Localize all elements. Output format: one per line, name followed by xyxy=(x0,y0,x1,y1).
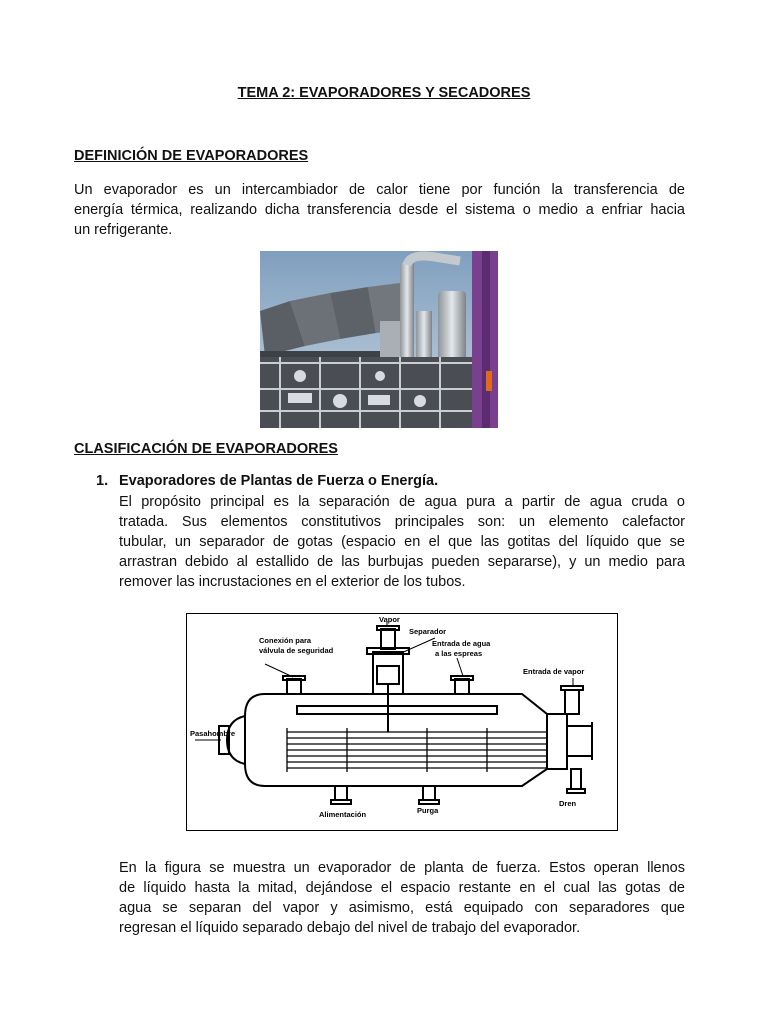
paragraph-line: El propósito principal es la separación de agua pura a partir de agua cruda o xyxy=(119,494,685,510)
paragraph-line: En la figura se muestra un evaporador de planta de fuerza. Estos operan llenos xyxy=(119,860,685,876)
label-espreas: a las espreas xyxy=(435,649,483,658)
paragraph-line: energía térmica, realizando dicha transferencia desde el sistema o medio a enfriar hacia xyxy=(74,202,685,218)
label-alimentacion: Alimentación xyxy=(319,810,367,819)
label-purga: Purga xyxy=(417,806,439,815)
list-item-heading xyxy=(96,473,438,489)
paragraph-line: arrastran debido al estallido de las burbujas pueden separarse), y un medio para xyxy=(119,554,685,570)
paragraph-line: de líquido hasta la mitad, dejándose el espacio restante en el cual las gotas de xyxy=(119,880,685,896)
paragraph-line: remover las incrustaciones en el exterior de los tubos. xyxy=(119,574,466,590)
label-vapor: Vapor xyxy=(379,615,400,624)
closing-paragraph xyxy=(119,858,685,938)
paragraph-line: regresan el líquido separado debajo del nivel de trabajo del evaporador. xyxy=(119,920,581,936)
item1-paragraph xyxy=(119,492,685,592)
label-entrada-agua: Entrada de agua xyxy=(432,639,491,648)
paragraph-line: un refrigerante. xyxy=(74,222,173,238)
definition-paragraph xyxy=(74,180,685,240)
list-number: 1. xyxy=(96,473,109,489)
label-conexion: Conexión para xyxy=(259,636,312,645)
label-pasahombre: Pasahombre xyxy=(190,729,236,738)
paragraph-line: Un evaporador es un intercambiador de calor tiene por función la transferencia de xyxy=(74,182,685,198)
paragraph-line: tubular, un separador de gotas (espacio en el que las gotitas del líquido que se xyxy=(119,534,685,550)
label-entrada-vapor: Entrada de vapor xyxy=(523,667,585,676)
label-separador: Separador xyxy=(409,627,447,636)
paragraph-line: agua se separan del vapor y asimismo, está equipado con separadores que xyxy=(119,900,685,916)
section-heading-clasificacion: CLASIFICACIÓN DE EVAPORADORES xyxy=(74,441,338,457)
label-valvula: válvula de seguridad xyxy=(259,646,334,655)
evaporator-plant-photo xyxy=(260,251,498,428)
label-dren: Dren xyxy=(559,799,577,808)
section-heading-definicion: DEFINICIÓN DE EVAPORADORES xyxy=(74,148,309,164)
list-item-title: Evaporadores de Plantas de Fuerza o Energía. xyxy=(119,473,439,489)
evaporator-diagram xyxy=(186,613,618,831)
paragraph-line: tratada. Sus elementos constitutivos principales son: un elemento calefactor xyxy=(119,514,685,530)
document-title: TEMA 2: EVAPORADORES Y SECADORES xyxy=(237,85,531,101)
